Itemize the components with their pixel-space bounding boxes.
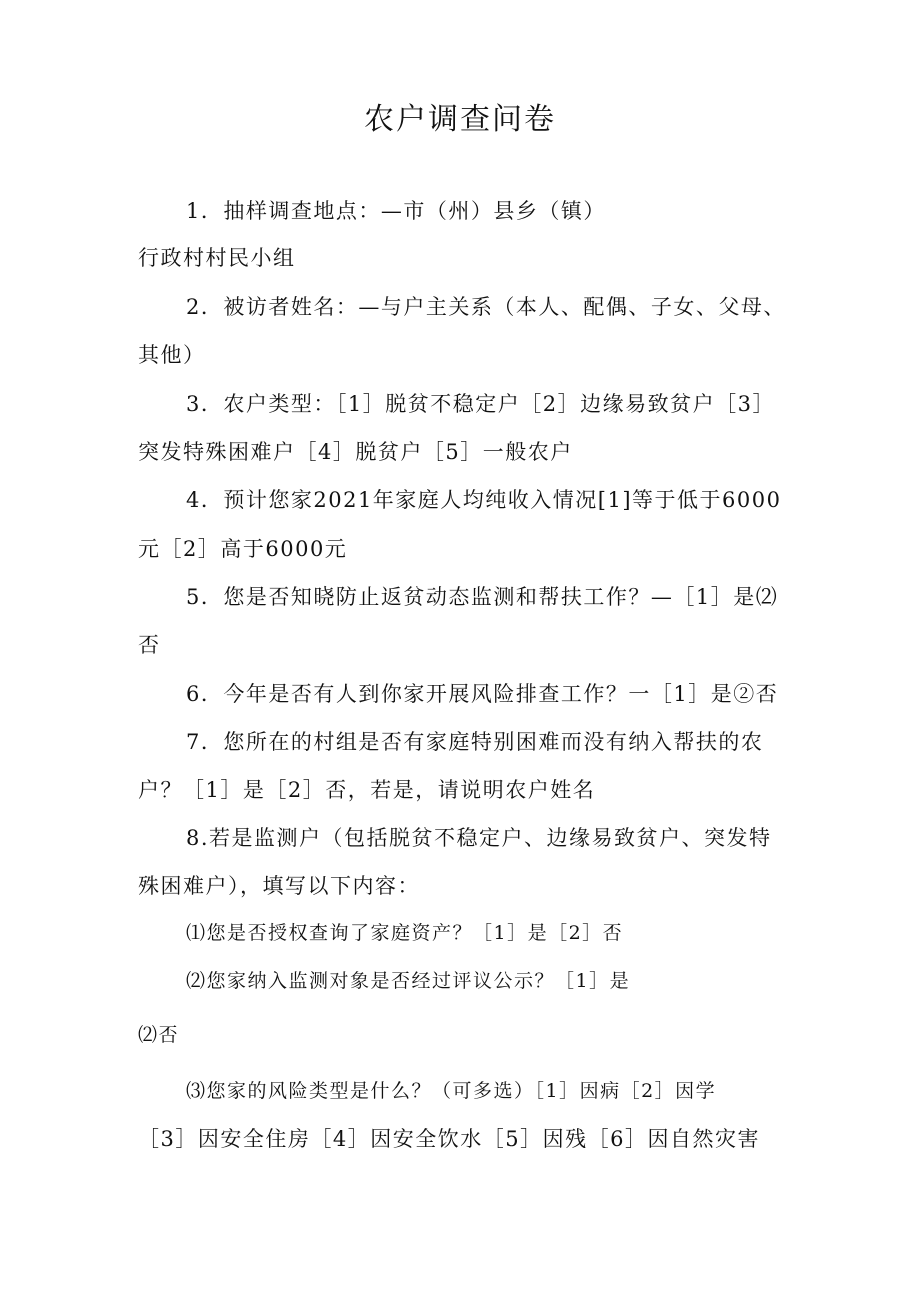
- q8-3-risk-type-cont: ［3］因安全住房［4］因安全饮水［5］因残［6］因自然灾害: [138, 1127, 760, 1151]
- q8-monitored-household: 8.若是监测户（包括脱贫不稳定户、边缘易致贫户、突发特: [186, 826, 772, 850]
- q8-2-review-publicity: ⑵您家纳入监测对象是否经过评议公示？［1］是: [186, 970, 631, 992]
- q8-2-review-publicity-cont: ⑵否: [138, 1024, 180, 1046]
- q7-unassisted-households-cont: 户？［1］是［2］否，若是，请说明农户姓名: [138, 778, 596, 802]
- q8-3-risk-type: ⑶您家的风险类型是什么？（可多选）［1］因病［2］因学: [186, 1080, 717, 1102]
- q7-unassisted-households: 7．您所在的村组是否有家庭特别困难而没有纳入帮扶的农: [186, 730, 764, 754]
- q1-sampling-location-cont: 行政村村民小组: [138, 246, 296, 270]
- q8-1-asset-query: ⑴您是否授权查询了家庭资产？［1］是［2］否: [186, 922, 624, 944]
- document-title: 农户调查问卷: [364, 102, 556, 137]
- q3-household-type: 3．农户类型：［1］脱贫不稳定户［2］边缘易致贫户［3］: [186, 392, 775, 416]
- q4-income-cont: 元［2］高于6000元: [138, 537, 348, 561]
- q8-monitored-household-cont: 殊困难户），填写以下内容：: [138, 874, 420, 898]
- q2-interviewee-name-cont: 其他）: [138, 343, 206, 367]
- q4-income: 4．预计您家2021年家庭人均纯收入情况[1]等于低于6000: [186, 488, 782, 512]
- q3-household-type-cont: 突发特殊困难户［4］脱贫户［5］一般农户: [138, 440, 573, 464]
- q5-monitoring-awareness-cont: 否: [138, 633, 161, 657]
- q2-interviewee-name: 2．被访者姓名：—与户主关系（本人、配偶、子女、父母、: [186, 295, 786, 319]
- q6-risk-screening: 6．今年是否有人到你家开展风险排查工作？一［1］是②否: [186, 682, 779, 706]
- q5-monitoring-awareness: 5．您是否知晓防止返贫动态监测和帮扶工作？—［1］是⑵: [186, 585, 779, 609]
- q1-sampling-location: 1．抽样调查地点：—市（州）县乡（镇）: [186, 199, 606, 223]
